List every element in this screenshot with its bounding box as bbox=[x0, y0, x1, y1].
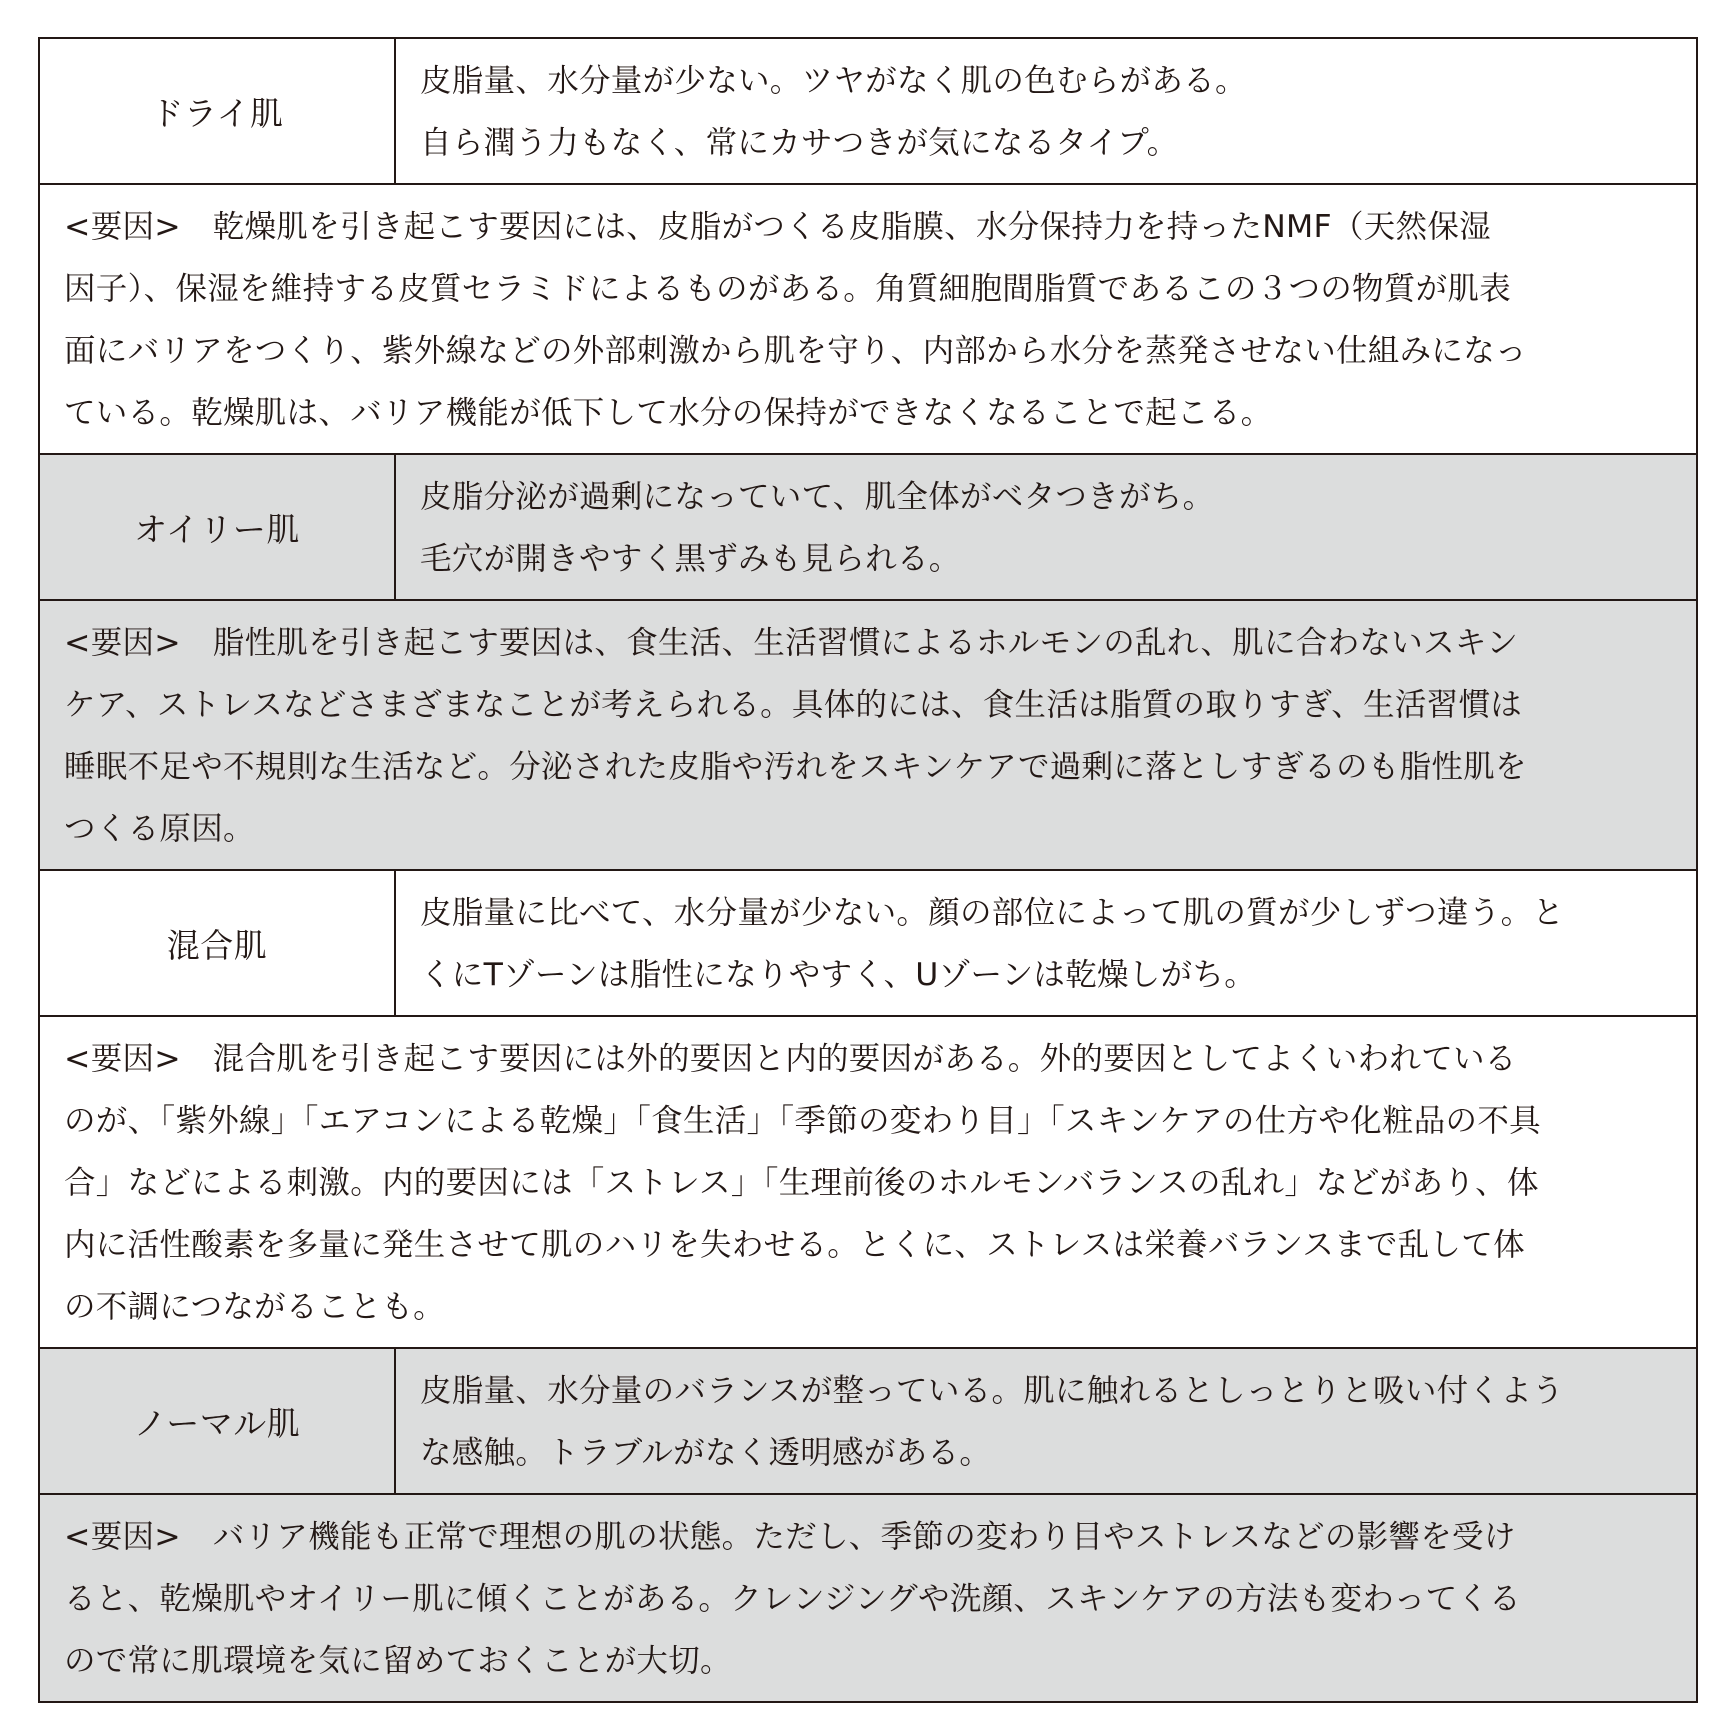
skin-type-description bbox=[396, 1349, 1696, 1493]
cause-line: つくる原因。 bbox=[64, 811, 255, 847]
cause-line: 面にバリアをつくり、紫外線などの外部刺激から肌を守り、内部から水分を蒸発させない仕組みになっ bbox=[64, 333, 1527, 369]
cause-line: <要因> 乾燥肌を引き起こす要因には、皮脂がつくる皮脂膜、水分保持力を持ったNMF（天然保湿 bbox=[64, 209, 1491, 245]
description-line: 皮脂量に比べて、水分量が少ない。顔の部位によって肌の質が少しずつ違う。と bbox=[420, 895, 1565, 931]
description-line: 皮脂量、水分量のバランスが整っている。肌に触れるとしっとりと吸い付くよう bbox=[420, 1373, 1564, 1409]
description-line: 皮脂量、水分量が少ない。ツヤがなく肌の色むらがある。 bbox=[420, 63, 1247, 99]
cause-line: ので常に肌環境を気に留めておくことが大切。 bbox=[64, 1643, 732, 1679]
skin-type-name: ドライ肌 bbox=[40, 39, 396, 183]
skin-block-combination bbox=[40, 871, 1696, 1349]
description-line: 自ら潤う力もなく、常にカサつきが気になるタイプ。 bbox=[420, 125, 1179, 161]
summary-row bbox=[40, 871, 1696, 1017]
skin-type-table bbox=[38, 37, 1698, 1703]
cause-line: ケア、ストレスなどさまざまなことが考えられる。具体的には、食生活は脂質の取りすぎ、生活習慣は bbox=[64, 687, 1523, 723]
skin-type-cause bbox=[40, 601, 1696, 871]
skin-type-description bbox=[396, 455, 1696, 599]
cause-line: 因子）、保湿を維持する皮質セラミドによるものがある。角質細胞間脂質であるこの３つの物質が肌表 bbox=[64, 271, 1512, 307]
skin-block-normal bbox=[40, 1349, 1696, 1701]
skin-type-cause bbox=[40, 1495, 1696, 1701]
cause-line: ると、乾燥肌やオイリー肌に傾くことがある。クレンジングや洗顔、スキンケアの方法も変わってくる bbox=[64, 1581, 1521, 1617]
skin-type-cause bbox=[40, 185, 1696, 455]
cause-line: <要因> 脂性肌を引き起こす要因は、食生活、生活習慣によるホルモンの乱れ、肌に合わないスキン bbox=[64, 625, 1519, 661]
summary-row bbox=[40, 1349, 1696, 1495]
skin-block-dry bbox=[40, 39, 1696, 455]
description-line: な感触。トラブルがなく透明感がある。 bbox=[420, 1435, 992, 1471]
cause-line: ている。乾燥肌は、バリア機能が低下して水分の保持ができなくなることで起こる。 bbox=[64, 395, 1273, 431]
summary-row bbox=[40, 455, 1696, 601]
description-line: くにTゾーンは脂性になりやすく、Uゾーンは乾燥しがち。 bbox=[420, 957, 1257, 993]
cause-line: <要因> バリア機能も正常で理想の肌の状態。ただし、季節の変わり目やストレスなどの影響を受け bbox=[64, 1519, 1516, 1555]
skin-type-cause bbox=[40, 1017, 1696, 1349]
cause-line: 合」などによる刺激。内的要因には「ストレス」「生理前後のホルモンバランスの乱れ」などがあり、体 bbox=[64, 1165, 1539, 1201]
cause-line: <要因> 混合肌を引き起こす要因には外的要因と内的要因がある。外的要因としてよくいわれている bbox=[64, 1041, 1517, 1077]
skin-type-description bbox=[396, 39, 1696, 183]
skin-type-name: オイリー肌 bbox=[40, 455, 396, 599]
skin-block-oily bbox=[40, 455, 1696, 871]
cause-line: 内に活性酸素を多量に発生させて肌のハリを失わせる。とくに、ストレスは栄養バランスまで乱して体 bbox=[64, 1227, 1525, 1263]
description-line: 皮脂分泌が過剰になっていて、肌全体がベタつきがち。 bbox=[420, 479, 1215, 515]
cause-line: 睡眠不足や不規則な生活など。分泌された皮脂や汚れをスキンケアで過剰に落としすぎるのも脂性肌を bbox=[64, 749, 1527, 785]
summary-row bbox=[40, 39, 1696, 185]
skin-type-name: ノーマル肌 bbox=[40, 1349, 396, 1493]
skin-type-name: 混合肌 bbox=[40, 871, 396, 1015]
description-line: 毛穴が開きやすく黒ずみも見られる。 bbox=[420, 541, 961, 577]
cause-line: のが、「紫外線」「エアコンによる乾燥」「食生活」「季節の変わり目」「スキンケアの仕方や化粧品の不具 bbox=[64, 1103, 1541, 1139]
cause-line: の不調につながることも。 bbox=[64, 1289, 445, 1325]
skin-type-description bbox=[396, 871, 1696, 1015]
